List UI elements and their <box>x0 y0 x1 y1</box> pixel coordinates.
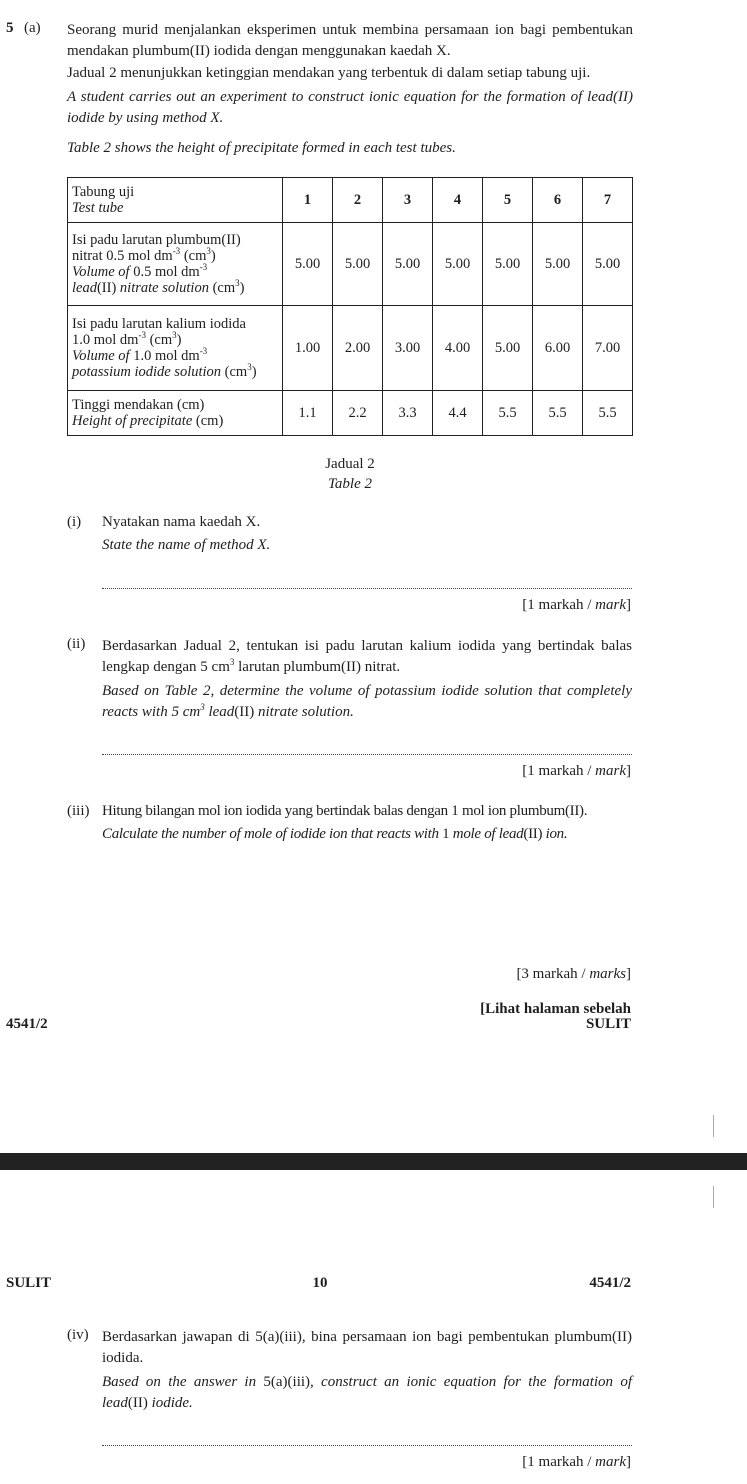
row-label-line: Tinggi mendakan (cm) <box>72 397 205 413</box>
table-cell: 5.00 <box>483 223 533 306</box>
part-iii-english: Calculate the number of mole of iodide ion that reacts with 1 mole of lead(II) ion. <box>102 826 568 842</box>
part-iii-malay: Hitung bilangan mol ion iodida yang bertindak balas dengan 1 mol ion plumbum(II). <box>102 803 588 819</box>
table-cell: 5.5 <box>483 391 533 436</box>
data-table <box>67 177 633 436</box>
part-ii-number: (ii) <box>67 636 86 652</box>
answer-line[interactable] <box>102 588 632 589</box>
question-part: (a) <box>24 20 41 36</box>
row-label-line: potassium iodide solution $(cm^3)$ <box>72 362 257 380</box>
table-cell: 5.00 <box>283 223 333 306</box>
header-test-tube-my: Tabung uji <box>72 184 135 200</box>
table-cell: 2.00 <box>333 306 383 391</box>
row-label-line: lead(II) nitrate solution $(cm^3)$ <box>72 278 245 296</box>
column-header: 6 <box>533 178 583 223</box>
table-cell: 7.00 <box>583 306 633 391</box>
page-break-bar <box>0 1153 747 1170</box>
row-label-line: Isi padu larutan kalium iodida <box>72 316 246 332</box>
table-cell: 5.00 <box>583 223 633 306</box>
row-label-line: Height of precipitate (cm) <box>72 413 224 429</box>
table-caption-my: Jadual 2 <box>325 456 375 472</box>
intro-english-1: A student carries out an experiment to construct ionic equation for the formation of lead(II) iodide by using method X. <box>67 89 633 126</box>
part-iv-english: Based on the answer in 5(a)(iii), construct an ionic equation for the formation of lead(II) iodide. <box>102 1374 632 1411</box>
table-cell: 4.00 <box>433 306 483 391</box>
page-number: 10 <box>312 1275 328 1291</box>
part-iv-marks: [1 markah / mark] <box>522 1454 631 1470</box>
row-label-line: Volume of 1.0 mol $dm^{-3}$ <box>72 346 208 364</box>
part-ii-english: Based on Table 2, determine the volume of potassium iodide solution that completely reacts with 5 $cm^3$ lead(II) nitrate solution. <box>102 683 632 720</box>
page-header-code: 4541/2 <box>589 1275 631 1291</box>
table-row <box>68 306 633 391</box>
column-header: 2 <box>333 178 383 223</box>
row-label-height <box>68 391 283 436</box>
answer-line[interactable] <box>102 1445 632 1446</box>
column-header: 1 <box>283 178 333 223</box>
part-iv-malay: Berdasarkan jawapan di 5(a)(iii), bina persamaan ion bagi pembentukan plumbum(II) iodida. <box>102 1329 632 1366</box>
row-label-line: Volume of 0.5 mol $dm^{-3}$ <box>72 262 208 280</box>
table-cell: 5.5 <box>583 391 633 436</box>
table-cell: 5.00 <box>533 223 583 306</box>
row-label-potassium-iodide <box>68 306 283 391</box>
table-row <box>68 391 633 436</box>
table-cell: 4.4 <box>433 391 483 436</box>
intro-english-2: Table 2 shows the height of precipitate formed in each test tubes. <box>67 140 456 156</box>
column-header: 3 <box>383 178 433 223</box>
part-iii-marks: [3 markah / marks] <box>516 966 631 982</box>
column-header: 5 <box>483 178 533 223</box>
footer-paper-code: 4541/2 <box>6 1016 48 1032</box>
answer-line[interactable] <box>102 754 632 755</box>
row-label-line: Isi padu larutan plumbum(II) <box>72 232 241 248</box>
row-label-line: 1.0 mol $dm^{-3}$ $(cm^3)$ <box>72 330 182 348</box>
part-i-malay: Nyatakan nama kaedah X. <box>102 514 261 530</box>
table-cell: 3.3 <box>383 391 433 436</box>
table-cell: 5.00 <box>483 306 533 391</box>
header-label-cell <box>68 178 283 223</box>
part-ii-malay: Berdasarkan Jadual 2, tentukan isi padu larutan kalium iodida yang bertindak balas lengkap dengan 5 $cm^3$ larutan plumbum(II) nitrat. <box>102 638 632 675</box>
table-row <box>68 223 633 306</box>
row-label-line: nitrat 0.5 mol $dm^{-3}$ $(cm^3)$ <box>72 246 216 264</box>
scroll-marker <box>713 1186 714 1208</box>
footer-sulit: SULIT <box>585 1016 631 1032</box>
page-header-sulit: SULIT <box>6 1275 52 1291</box>
intro-malay-2: Jadual 2 menunjukkan ketinggian mendakan yang terbentuk di dalam setiap tabung uji. <box>67 65 591 81</box>
header-test-tube-en: Test tube <box>72 200 124 216</box>
column-header: 4 <box>433 178 483 223</box>
table-cell: 6.00 <box>533 306 583 391</box>
intro-malay-1: Seorang murid menjalankan eksperimen untuk membina persamaan ion bagi pembentukan mendakan plumbum(II) iodida dengan menggunakan kaedah X. <box>67 22 633 59</box>
part-iii-number: (iii) <box>67 803 90 819</box>
table-cell: 1.00 <box>283 306 333 391</box>
question-number: 5 <box>6 20 14 36</box>
column-header: 7 <box>583 178 633 223</box>
table-cell: 1.1 <box>283 391 333 436</box>
table-cell: 5.00 <box>383 223 433 306</box>
table-header-row <box>68 178 633 223</box>
part-iv-number: (iv) <box>67 1327 89 1343</box>
table-caption-en: Table 2 <box>327 476 373 492</box>
next-page-note: [Lihat halaman sebelah <box>480 1001 631 1017</box>
table-cell: 5.00 <box>433 223 483 306</box>
table-cell: 5.5 <box>533 391 583 436</box>
part-ii-marks: [1 markah / mark] <box>522 763 631 779</box>
working-space[interactable] <box>102 850 632 960</box>
table-cell: 5.00 <box>333 223 383 306</box>
part-i-english: State the name of method X. <box>102 537 271 553</box>
part-i-marks: [1 markah / mark] <box>522 597 631 613</box>
table-cell: 3.00 <box>383 306 433 391</box>
scroll-marker <box>713 1115 714 1137</box>
table-cell: 2.2 <box>333 391 383 436</box>
part-i-number: (i) <box>67 514 82 530</box>
row-label-lead-nitrate <box>68 223 283 306</box>
